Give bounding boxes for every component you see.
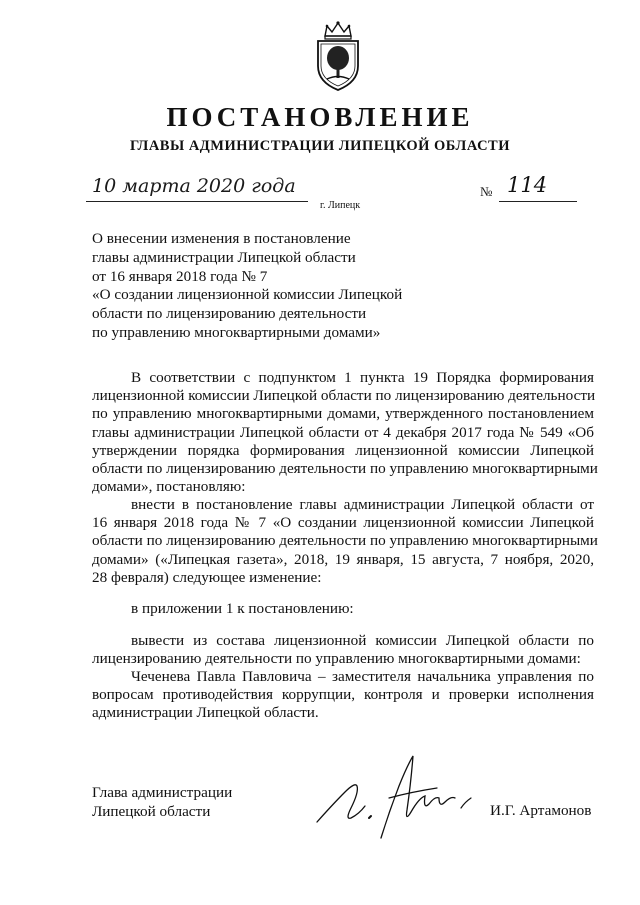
- paragraph-appendix: в приложении 1 к постановлению:: [131, 600, 354, 617]
- paragraph-line: 28 февраля) следующее изменение:: [92, 568, 322, 586]
- signatory-position: [92, 784, 232, 822]
- handwritten-number: 114: [507, 173, 548, 197]
- paragraph-remove: [92, 632, 594, 668]
- subject-line: области по лицензированию деятельности: [92, 305, 367, 323]
- paragraph-line: области по лицензированию деятельности по управлению многоквартирными: [92, 532, 598, 550]
- paragraph-preamble: [92, 369, 598, 496]
- paragraph-line: домами», постановляю:: [92, 478, 246, 496]
- paragraph-line: утверждении порядка формирования лицензионной комиссии Липецкой: [92, 441, 594, 459]
- paragraph-line: 16 января 2018 года № 7 «О создании лицензионной комиссии Липецкой: [92, 514, 594, 532]
- handwritten-signature-icon: [315, 752, 485, 842]
- number-label: №: [480, 184, 493, 199]
- signatory-position-line: Глава администрации: [92, 784, 233, 801]
- number-underline: [499, 201, 577, 202]
- paragraph-line: главы администрации Липецкой области от 4 декабря 2017 года № 549 «Об: [92, 423, 594, 441]
- paragraph-line: по управлению многоквартирными домами, утвержденного постановлением: [92, 405, 594, 423]
- document-title: ПОСТАНОВЛЕНИЕ: [166, 102, 474, 132]
- subject-line: «О создании лицензионной комиссии Липецкой: [92, 286, 403, 304]
- lipetsk-coat-of-arms-icon: [313, 20, 363, 92]
- paragraph-line: Чеченева Павла Павловича – заместителя начальника управления по: [131, 668, 594, 685]
- paragraph-line: вопросам противодействия коррупции, контроля и проверки исполнения: [92, 686, 594, 704]
- handwritten-date: 10 марта 2020 года: [92, 175, 296, 197]
- paragraph-line: администрации Липецкой области.: [92, 704, 319, 722]
- paragraph-line: лицензированию деятельности по управлению многоквартирными домами:: [92, 650, 581, 668]
- subject-line: по управлению многоквартирными домами»: [92, 323, 381, 341]
- paragraph-line: внести в постановление главы администрации Липецкой области от: [131, 496, 594, 513]
- paragraph-person: [92, 668, 594, 723]
- paragraph-line: вывести из состава лицензионной комиссии Липецкой области по: [131, 632, 594, 649]
- subject-line: О внесении изменения в постановление: [92, 230, 351, 247]
- paragraph-resolution: [92, 496, 598, 587]
- paragraph-line: домами» («Липецкая газета», 2018, 19 января, 15 августа, 7 ноября, 2020,: [92, 550, 594, 568]
- paragraph-line: лицензионной комиссии Липецкой области по лицензированию деятельности: [92, 387, 596, 405]
- date-underline: [86, 201, 308, 202]
- signatory-name: И.Г. Артамонов: [490, 802, 592, 819]
- signatory-position-line: Липецкой области: [92, 802, 211, 820]
- document-subject: [92, 230, 402, 343]
- document-subtitle: ГЛАВЫ АДМИНИСТРАЦИИ ЛИПЕЦКОЙ ОБЛАСТИ: [129, 138, 511, 154]
- paragraph-line: области по лицензированию деятельности по управлению многоквартирными: [92, 460, 598, 478]
- paragraph-line: В соответствии с подпунктом 1 пункта 19 Порядка формирования: [131, 369, 594, 386]
- subject-line: главы администрации Липецкой области: [92, 248, 356, 266]
- city-label: г. Липецк: [320, 200, 361, 211]
- subject-line: от 16 января 2018 года № 7: [92, 267, 268, 285]
